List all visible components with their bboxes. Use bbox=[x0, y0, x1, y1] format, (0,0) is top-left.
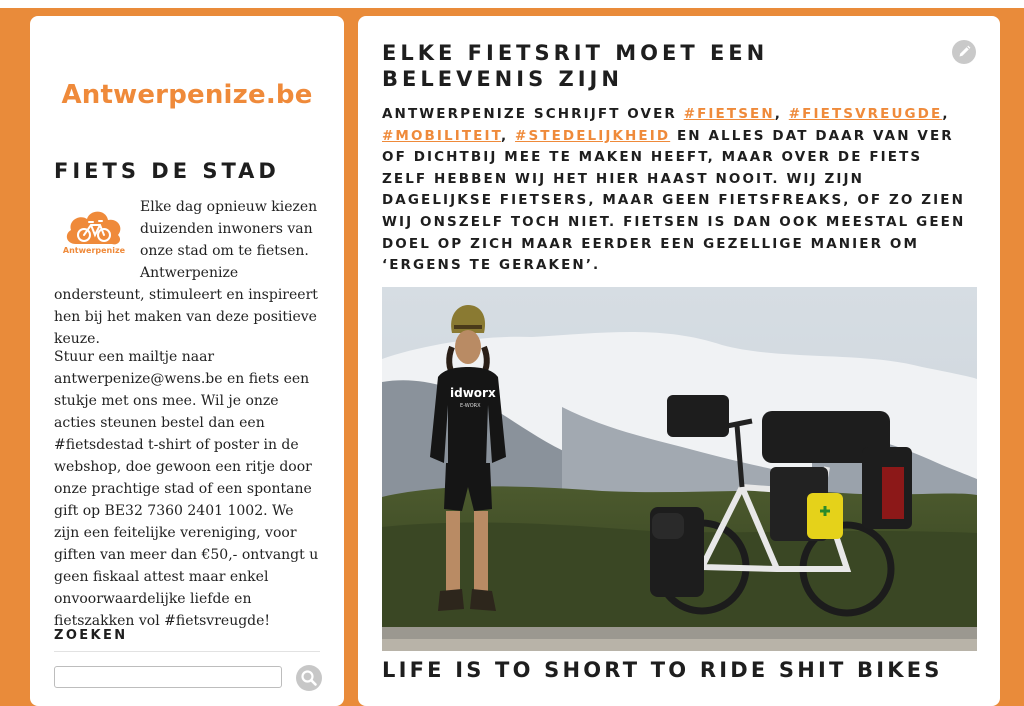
search-heading: ZOEKEN bbox=[54, 628, 320, 652]
sidebar-title: FIETS DE STAD bbox=[54, 159, 280, 183]
intro-prefix: ANTWERPENIZE SCHRIJFT OVER bbox=[382, 106, 684, 122]
site-logo[interactable]: Antwerpenize.be bbox=[61, 80, 313, 110]
search-input[interactable] bbox=[54, 666, 282, 688]
tag-link-fietsen[interactable]: #FIETSEN bbox=[683, 106, 775, 122]
tag-link-mobiliteit[interactable]: #MOBILITEIT bbox=[382, 127, 501, 144]
hero-photo bbox=[382, 287, 977, 651]
intro-suffix: EN ALLES DAT DAAR VAN VER OF DICHTBIJ MEE TE MAKEN HEEFT, MAAR OVER DE FIETS ZELF HEBBEN WIJ HET HIER HAAST NOOIT. WIJ ZIJN DAGELIJKSE FIETSERS, MAAR GEEN FIETSFREAKS, OF ZO ZIEN WIJ ONSZELF TOCH NIET. FIETSEN IS DAN OOK MEESTAL GEEN DOEL OP ZICH MAAR EERDER EEN GEZELLIGE MANIER OM ‘ERGENS TE GERAKEN’. bbox=[382, 127, 966, 274]
sidebar-contact-paragraph: Stuur een mailtje naar antwerpenize@wens.be en fiets een stukje met ons mee. Wil je onze acties steunen bestel dan een #fietsdestad t-shirt of poster in de webshop, doe gewoon een ritje door onze prachtige stad of een spontane gift op BE32 7360 2401 1002. We zijn een feitelijke vereniging, voor giften van meer dan €50,- ontvangt u geen fiskaal attest maar enkel onvoorwaardelijke liefde en fietszakken vol #fietsvreugde! bbox=[54, 349, 319, 629]
shirt-brand-small-text: E-WORX bbox=[460, 403, 481, 409]
main-content bbox=[358, 16, 1000, 706]
article-subtitle: LIFE IS TO SHORT TO RIDE SHIT BIKES bbox=[382, 658, 943, 682]
intro-separator: , bbox=[774, 106, 789, 122]
shirt-brand-text: idworx bbox=[450, 386, 496, 400]
page-top-strip bbox=[0, 0, 1024, 8]
edit-button[interactable] bbox=[952, 40, 976, 64]
magnifier-icon bbox=[296, 665, 322, 691]
search-button[interactable] bbox=[296, 665, 322, 691]
emblem-float-spacer bbox=[54, 196, 140, 284]
tag-link-stedelijkheid[interactable]: #STEDELIJKHEID bbox=[515, 127, 671, 144]
intro-separator: , bbox=[942, 106, 950, 122]
intro-separator: , bbox=[501, 127, 516, 144]
sidebar bbox=[30, 16, 344, 706]
pencil-icon bbox=[952, 40, 976, 64]
intro-paragraph bbox=[382, 104, 974, 277]
page-title: ELKE FIETSRIT MOET EEN BELEVENIS ZIJN bbox=[382, 41, 769, 91]
emblem-label: Antwerpenize bbox=[62, 246, 126, 255]
tag-link-fietsvreugde[interactable]: #FIETSVREUGDE bbox=[788, 106, 943, 122]
sidebar-intro-text: Elke dag opnieuw kiezen duizenden inwoners van onze stad om te fietsen. Antwerpenize ondersteunt, stimuleert en inspireert hen bij het maken van deze positieve keuze. bbox=[54, 199, 318, 347]
sidebar-intro-paragraph bbox=[54, 196, 320, 350]
